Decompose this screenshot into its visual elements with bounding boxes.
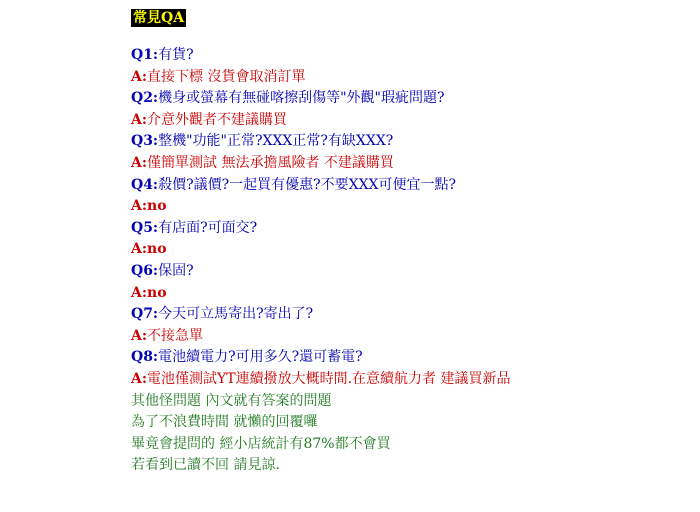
- note-line: 其他怪問題 內文就有答案的問題: [131, 392, 332, 409]
- question-4: [131, 175, 691, 197]
- answer-3: [131, 153, 691, 175]
- answer-label: A:: [131, 111, 148, 128]
- question-text: 整機"功能"正常?XXX正常?有缺XXX?: [158, 133, 394, 150]
- note-line: 畢竟會提問的 經小店統計有87%都不會買: [131, 435, 391, 452]
- question-2: [131, 88, 691, 110]
- question-text: 有貨?: [158, 47, 194, 63]
- note-line: 為了不浪費時間 就懶的回覆囉: [131, 414, 318, 431]
- question-7: [131, 304, 691, 326]
- qa-list: [131, 45, 691, 391]
- answer-5: [131, 239, 691, 261]
- answer-1: [131, 67, 691, 89]
- question-text: 有店面?可面交?: [158, 219, 258, 236]
- question-label: Q4:: [131, 176, 159, 193]
- answer-text: no: [147, 241, 167, 258]
- section-title: 常見QA: [133, 10, 185, 26]
- answer-7: [131, 326, 691, 348]
- answer-text: 不接急單: [147, 327, 204, 344]
- answer-label: A:: [131, 241, 148, 258]
- answer-text: no: [147, 284, 167, 301]
- question-text: 電池續電力?可用多久?還可蓄電?: [158, 349, 363, 366]
- question-3: [131, 131, 691, 153]
- answer-text: 直接下標 沒貨會取消訂單: [147, 68, 306, 85]
- question-6: [131, 261, 691, 283]
- answer-label: A:: [131, 284, 148, 301]
- question-text: 殺價?議價?一起買有優惠?不要XXX可便宜一點?: [158, 176, 457, 193]
- answer-label: A:: [131, 154, 148, 171]
- question-label: Q6:: [131, 262, 159, 279]
- answer-text: 僅簡單測試 無法承擔風險者 不建議購買: [147, 154, 394, 171]
- qa-section: [131, 7, 691, 477]
- question-text: 今天可立馬寄出?寄出了?: [158, 306, 314, 323]
- question-label: Q1:: [131, 47, 159, 63]
- answer-text: no: [147, 198, 167, 215]
- answer-text: 介意外觀者不建議購買: [147, 111, 288, 128]
- question-label: Q2:: [131, 90, 159, 107]
- question-text: 保固?: [158, 262, 194, 279]
- question-5: [131, 218, 691, 240]
- question-label: Q5:: [131, 219, 159, 236]
- note-line: 若看到已讀不回 請見諒.: [131, 457, 280, 474]
- answer-label: A:: [131, 68, 148, 85]
- question-text: 機身或螢幕有無碰喀擦刮傷等"外觀"瑕疵問題?: [158, 90, 445, 107]
- question-label: Q3:: [131, 133, 159, 150]
- answer-2: [131, 110, 691, 132]
- question-label: Q7:: [131, 306, 159, 323]
- question-8: [131, 347, 691, 369]
- answer-8: [131, 369, 691, 391]
- answer-6: [131, 283, 691, 305]
- answer-4: [131, 196, 691, 218]
- answer-label: A:: [131, 198, 148, 215]
- closing-notes: [131, 391, 691, 477]
- answer-label: A:: [131, 370, 148, 387]
- question-1: [131, 45, 691, 67]
- answer-text: 電池僅測試YT連續撥放大概時間.在意續航力者 建議買新品: [147, 370, 511, 387]
- answer-label: A:: [131, 327, 148, 344]
- question-label: Q8:: [131, 349, 159, 366]
